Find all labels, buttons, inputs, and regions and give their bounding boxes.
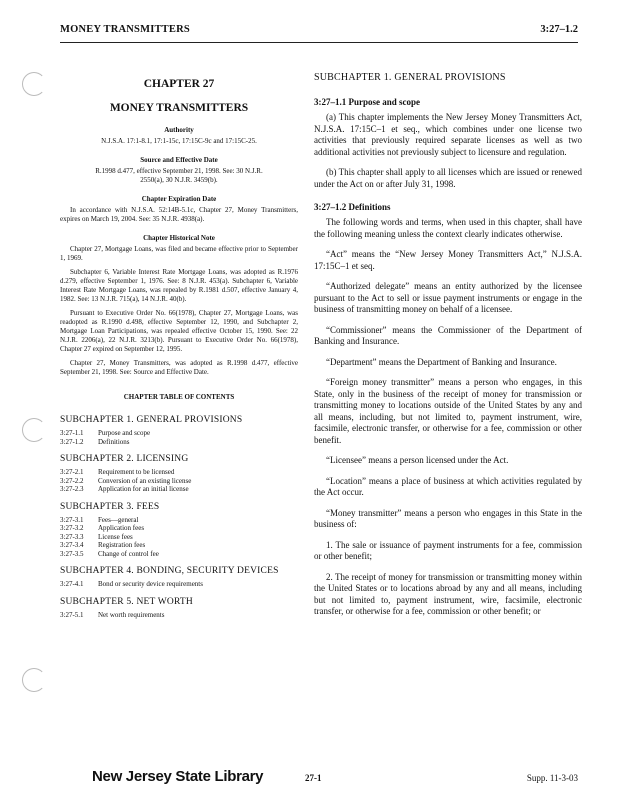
toc-subchapter <box>60 566 298 589</box>
definition-paragraph: 1. The sale or issuance of payment instruments for a fee, commission or other benefit; <box>314 539 582 561</box>
toc-entry[interactable] <box>60 580 298 589</box>
history-paragraph: Chapter 27, Money Transmitters, was adopted as R.1998 d.477, effective September 21, 1998. See: Source and Effective Date. <box>60 359 298 376</box>
toc-entry-number: 3:27-5.1 <box>60 610 84 619</box>
toc-subchapter-title: SUBCHAPTER 2. LICENSING <box>60 454 189 464</box>
toc-entry-title: Fees—general <box>98 515 139 524</box>
source-text: R.1998 d.477, effective September 21, 1998. See: 30 N.J.R. 2550(a), 30 N.J.R. 3459(b). <box>95 167 263 184</box>
supplement-date: Supp. 11-3-03 <box>526 773 578 783</box>
toc-entry[interactable] <box>60 524 298 533</box>
toc-entry-number: 3:27-3.2 <box>60 524 84 532</box>
toc-entry-title: License fees <box>98 532 133 541</box>
header-section: 3:27–1.2 <box>540 24 578 35</box>
definition-paragraph: 2. The receipt of money for transmission or transmitting money within the United States or to locations abroad by any and all means, including but not limited to, payment instrument, wire, facsimile, electronic transfer, or otherwise for a fee, commission or other benefit; or <box>314 571 582 616</box>
history-paragraph: Subchapter 6, Variable Interest Rate Mortgage Loans, was adopted as R.1976 d.279, effective September 1, 1976. See: 8 N.J.R. 453(a). Subchapter 6, Variable Interest Rate Mortgage Loans, was repealed by R.1981 d.507, effective January 4, 1982. See: 13 N.J.R. 715(a), 14 N.J.R. 40(b). <box>60 268 298 303</box>
toc-entry-number: 3:27-2.2 <box>60 476 84 485</box>
toc-entry-number: 3:27-2.3 <box>60 485 84 493</box>
definition-paragraph: The following words and terms, when used in this chapter, shall have the following meaning unless the context clearly indicates otherwise. <box>314 217 582 239</box>
history-label: Chapter Historical Note <box>143 234 215 242</box>
toc-subchapter-title: SUBCHAPTER 4. BONDING, SECURITY DEVICES <box>60 566 279 576</box>
toc-entry[interactable] <box>60 468 298 477</box>
running-header <box>60 24 578 43</box>
definition-paragraph: “Authorized delegate” means an entity authorized by the licensee pursuant to the Act to sell or issue payment instruments or engage in the business of transmitting money on behalf of a licensee. <box>314 281 582 314</box>
section-heading-purpose: 3:27–1.1 Purpose and scope <box>314 97 421 107</box>
history-paragraph: Chapter 27, Mortgage Loans, was filed and became effective prior to September 1, 1969. <box>60 245 298 262</box>
toc-entry-title: Change of control fee <box>98 549 159 558</box>
toc-entry[interactable] <box>60 485 298 494</box>
toc-entry-number: 3:27-3.4 <box>60 541 84 549</box>
toc-entry[interactable] <box>60 429 298 438</box>
toc-subchapter <box>60 502 298 559</box>
page-number: 27-1 <box>305 773 322 783</box>
toc-entry[interactable] <box>60 611 298 620</box>
expiration-text: In accordance with N.J.S.A. 52:14B-5.1c, Chapter 27, Money Transmitters, expires on March 19, 2004. See: 35 N.J.R. 4938(a). <box>60 206 298 223</box>
punch-hole <box>22 72 46 96</box>
toc-entry-title: Bond or security device requirements <box>98 580 203 588</box>
toc-entry-number: 3:27-3.5 <box>60 549 84 558</box>
toc-entry-number: 3:27-4.1 <box>60 580 84 588</box>
toc-entry-title: Net worth requirements <box>98 610 165 619</box>
toc-entry[interactable] <box>60 550 298 559</box>
chapter-number: CHAPTER 27 <box>143 78 215 90</box>
definition-paragraph: “Department” means the Department of Banking and Insurance. <box>326 356 557 367</box>
toc-entry-title: Purpose and scope <box>98 429 151 437</box>
toc-entry-title: Requirement to be licensed <box>98 468 175 476</box>
toc-entry-title: Conversion of an existing license <box>98 476 192 485</box>
toc-entry[interactable] <box>60 533 298 542</box>
toc-entry[interactable] <box>60 477 298 486</box>
definition-paragraph: “Foreign money transmitter” means a person who engages, in this State, only in the business of the receipt of money for transmission or transmitting money to locations outside of the United States by any and all means, including, but not limited to, payment instrument, wire, facsimile, electronic transfer, or otherwise for a fee, commission or other benefit. <box>314 377 582 445</box>
definition-paragraph: “Commissioner” means the Commissioner of the Department of Banking and Insurance. <box>314 324 582 346</box>
expiration-label: Chapter Expiration Date <box>141 195 217 203</box>
punch-hole <box>22 418 46 442</box>
toc-subchapter <box>60 415 298 446</box>
definition-paragraph: “Money transmitter” means a person who engages in this State in the business of: <box>314 507 582 529</box>
punch-hole <box>22 668 46 692</box>
right-column <box>314 58 582 627</box>
toc-subchapter <box>60 597 298 620</box>
toc-subchapter <box>60 454 298 494</box>
section-paragraph: (a) This chapter implements the New Jersey Money Transmitters Act, N.J.S.A. 17:15C–1 et seq., which combines under one license two activities that previously required separate licenses as well as two additional activities not previously subject to licensure and regulation. <box>314 112 582 157</box>
toc-entry-number: 3:27-3.3 <box>60 532 84 541</box>
toc-heading: CHAPTER TABLE OF CONTENTS <box>123 393 235 401</box>
toc-entry-title: Application for an initial license <box>98 485 189 493</box>
toc-entry[interactable] <box>60 516 298 525</box>
definition-paragraph: “Location” means a place of business at which activities regulated by the Act occur. <box>314 475 582 497</box>
subchapter-heading: SUBCHAPTER 1. GENERAL PROVISIONS <box>314 72 506 83</box>
authority-text: N.J.S.A. 17:1-8.1, 17:1-15c, 17:15C-9c and 17:15C-25. <box>101 137 257 145</box>
authority-label: Authority <box>164 126 194 134</box>
header-title: MONEY TRANSMITTERS <box>60 24 190 35</box>
section-heading-definitions: 3:27–1.2 Definitions <box>314 202 391 212</box>
toc-entry-number: 3:27-1.1 <box>60 429 84 437</box>
section-paragraph: (b) This chapter shall apply to all licenses which are issued or renewed under the Act on or after July 31, 1998. <box>314 167 582 189</box>
left-column <box>60 58 298 619</box>
source-label: Source and Effective Date <box>140 156 218 164</box>
toc-subchapter-title: SUBCHAPTER 5. NET WORTH <box>60 596 193 607</box>
toc-entry-number: 3:27-3.1 <box>60 515 84 524</box>
toc-entry-title: Definitions <box>98 437 130 446</box>
toc-entry-number: 3:27-2.1 <box>60 468 84 476</box>
definition-paragraph: “Licensee” means a person licensed under the Act. <box>326 455 509 465</box>
toc-subchapter-title: SUBCHAPTER 3. FEES <box>60 501 160 512</box>
chapter-name: MONEY TRANSMITTERS <box>109 102 249 114</box>
library-logo: New Jersey State Library <box>92 768 264 785</box>
history-paragraph: Pursuant to Executive Order No. 66(1978), Chapter 27, Mortgage Loans, was readopted as R.1990 d.498, effective September 12, 1990, and Subchapter 2, Mortgage Loan Participations, was repealed effective October 15, 1990. See: 22 N.J.R. 2206(a), 22 N.J.R. 3213(b). Pursuant to Executive Order No. 66(1978), Chapter 27 expired on September 12, 1995. <box>60 309 298 353</box>
toc-entry-title: Application fees <box>98 524 145 532</box>
toc-entry-title: Registration fees <box>98 541 146 549</box>
toc-entry[interactable] <box>60 541 298 550</box>
toc-entry-number: 3:27-1.2 <box>60 437 84 446</box>
toc-subchapter-title: SUBCHAPTER 1. GENERAL PROVISIONS <box>60 415 243 425</box>
definition-paragraph: “Act” means the “New Jersey Money Transmitters Act,” N.J.S.A. 17:15C–1 et seq. <box>314 249 582 271</box>
toc-entry[interactable] <box>60 438 298 447</box>
